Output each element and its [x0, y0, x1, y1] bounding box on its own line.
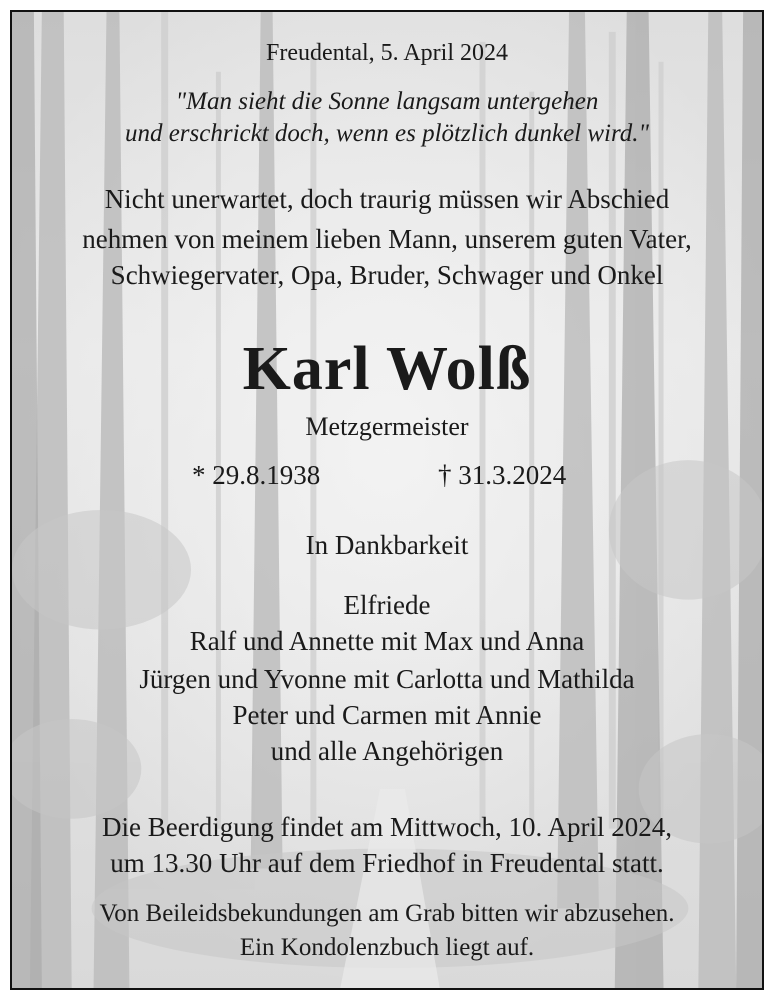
obituary-text [12, 12, 762, 988]
gratitude-line: In Dankbarkeit [305, 530, 469, 560]
condolence-line-1: Von Beileidsbekundungen am Grab bitten wir abzusehen. [99, 900, 675, 927]
family-member-line: Peter und Carmen mit Annie [232, 700, 542, 730]
profession: Metzgermeister [305, 412, 469, 441]
death-date: † 31.3.2024 [438, 460, 567, 490]
place-date: Freudental, 5. April 2024 [266, 40, 508, 66]
family-member-line: Ralf und Annette mit Max und Anna [189, 626, 585, 656]
birth-date: * 29.8.1938 [192, 460, 321, 490]
quote-line-1: "Man sieht die Sonne langsam untergehen [175, 88, 599, 115]
obituary-notice [10, 10, 764, 990]
deceased-name: Karl Wolß [242, 335, 532, 403]
funeral-line-2: um 13.30 Uhr auf dem Friedhof in Freudental statt. [110, 848, 664, 878]
family-member-line: Jürgen und Yvonne mit Carlotta und Mathilda [139, 664, 635, 694]
intro-line-1: Nicht unerwartet, doch traurig müssen wir Abschied [104, 184, 670, 214]
funeral-line-1: Die Beerdigung findet am Mittwoch, 10. April 2024, [102, 812, 672, 842]
life-dates [12, 460, 762, 494]
intro-line-3: Schwiegervater, Opa, Bruder, Schwager und Onkel [110, 260, 664, 290]
quote-line-2: und erschrickt doch, wenn es plötzlich dunkel wird." [124, 120, 650, 147]
condolence-line-2: Ein Kondolenzbuch liegt auf. [239, 934, 535, 961]
family-member-line: und alle Angehörigen [270, 736, 504, 766]
family-member-line: Elfriede [343, 590, 431, 620]
intro-line-2: nehmen von meinem lieben Mann, unserem guten Vater, [82, 224, 692, 254]
